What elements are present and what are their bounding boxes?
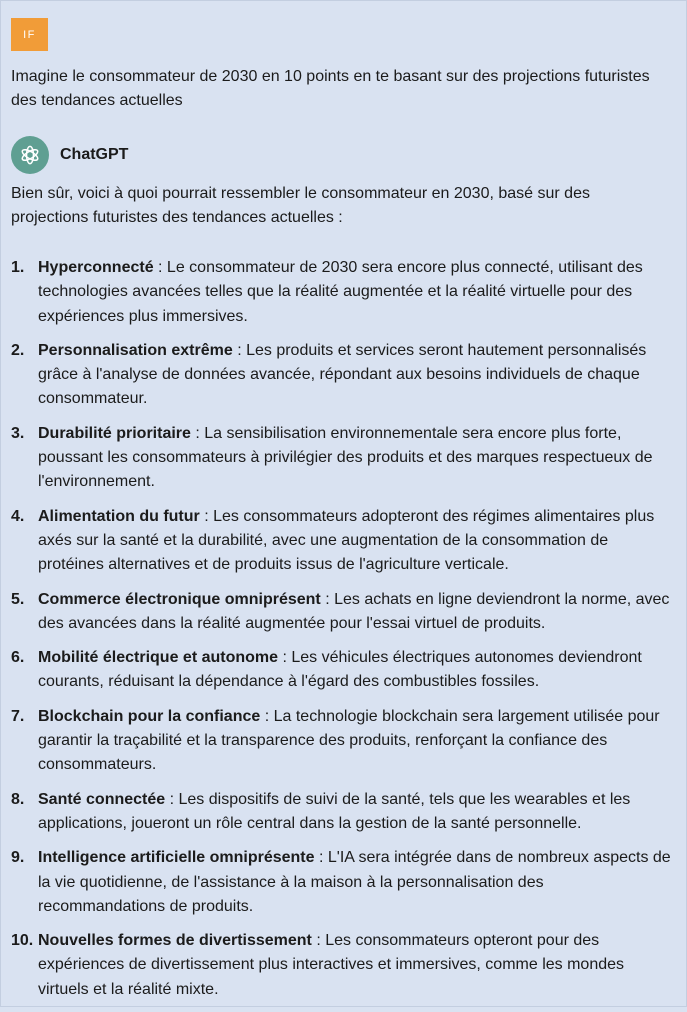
list-item [11,256,671,329]
list-item-number: 10. [11,932,34,950]
list-item-text: : Le consommateur de 2030 sera encore plus connecté, utilisant des technologies avancées telles que la réalité augmentée et la réalité virtuelle pour des expériences plus immersives. [38,259,643,325]
openai-logo-icon [17,142,43,168]
list-item-number: 4. [11,507,25,525]
list-item-number: 6. [11,649,25,667]
list-item-title: Intelligence artificielle omniprésente [38,849,315,867]
list-item-text: : La sensibilisation environnementale sera encore plus forte, poussant les consommateurs à privilégier des produits et des marques respectueux de l'environnement. [38,424,653,491]
list-item [11,339,671,412]
list-item-title: Santé connectée [38,790,166,808]
user-initials: IF [23,28,36,41]
list-item-title: Nouvelles formes de divertissement [38,932,312,950]
list-item [11,929,671,1002]
list-item-title: Hyperconnecté [38,259,154,276]
list-item-text: : Les produits et services seront hautement personnalisés grâce à l'analyse de données avancée, répondant aux besoins individuels de chaque consommateur. [38,341,647,408]
list-item-number: 7. [11,707,25,725]
list-item [11,646,671,695]
list-item-text: : Les consommateurs opteront pour des expériences de divertissement plus interactives et immersives, comme les mondes virtuels et la réalité mixte. [38,932,625,998]
list-item-title: Mobilité électrique et autonome [38,649,279,667]
list-item [11,505,671,578]
list-item-number: 9. [11,849,25,867]
points-list [11,256,671,1012]
list-item-number: 1. [11,259,25,276]
list-item [11,422,671,495]
chatgpt-avatar [11,136,49,174]
list-item-number: 8. [11,790,25,808]
assistant-name: ChatGPT [60,146,129,163]
user-prompt: Imagine le consommateur de 2030 en 10 points en te basant sur des projections futuristes des tendances actuelles [11,68,650,109]
list-item [11,588,671,637]
list-item-text: : Les achats en ligne deviendront la norme, avec des avancées dans la réalité augmentée pour l'essai virtuel de produits. [38,590,670,632]
list-item-title: Personnalisation extrême [38,341,233,359]
list-item-title: Blockchain pour la confiance [38,707,261,725]
list-item-text: : L'IA sera intégrée dans de nombreux aspects de la vie quotidienne, de l'assistance à la maison à la personnalisation des recommandations de produits. [38,849,671,915]
list-item-text: : Les véhicules électriques autonomes deviendront courants, réduisant la dépendance à l'égard des combustibles fossiles. [38,649,642,691]
assistant-intro: Bien sûr, voici à quoi pourrait ressembler le consommateur en 2030, basé sur des projections futuristes des tendances actuelles : [11,185,590,226]
list-item-text: : La technologie blockchain sera largement utilisée pour garantir la traçabilité et la transparence des produits, renforçant la confiance des consommateurs. [38,707,660,774]
list-item-number: 5. [11,590,25,608]
list-item-number: 2. [11,341,25,359]
list-item [11,788,671,837]
user-avatar [11,18,48,51]
list-item [11,705,671,778]
list-item-title: Alimentation du futur [38,507,200,525]
list-item-text: : Les dispositifs de suivi de la santé, tels que les wearables et les applications, joueront un rôle central dans la gestion de la santé personnelle. [38,790,631,832]
list-item-number: 3. [11,424,25,442]
list-item-title: Commerce électronique omniprésent [38,590,321,608]
list-item-text: : Les consommateurs adopteront des régimes alimentaires plus axés sur la santé et la durabilité, avec une augmentation de la consommation de protéines alternatives et de produits issus de l'agriculture verticale. [38,507,655,574]
list-item-title: Durabilité prioritaire [38,424,191,442]
list-item [11,846,671,919]
